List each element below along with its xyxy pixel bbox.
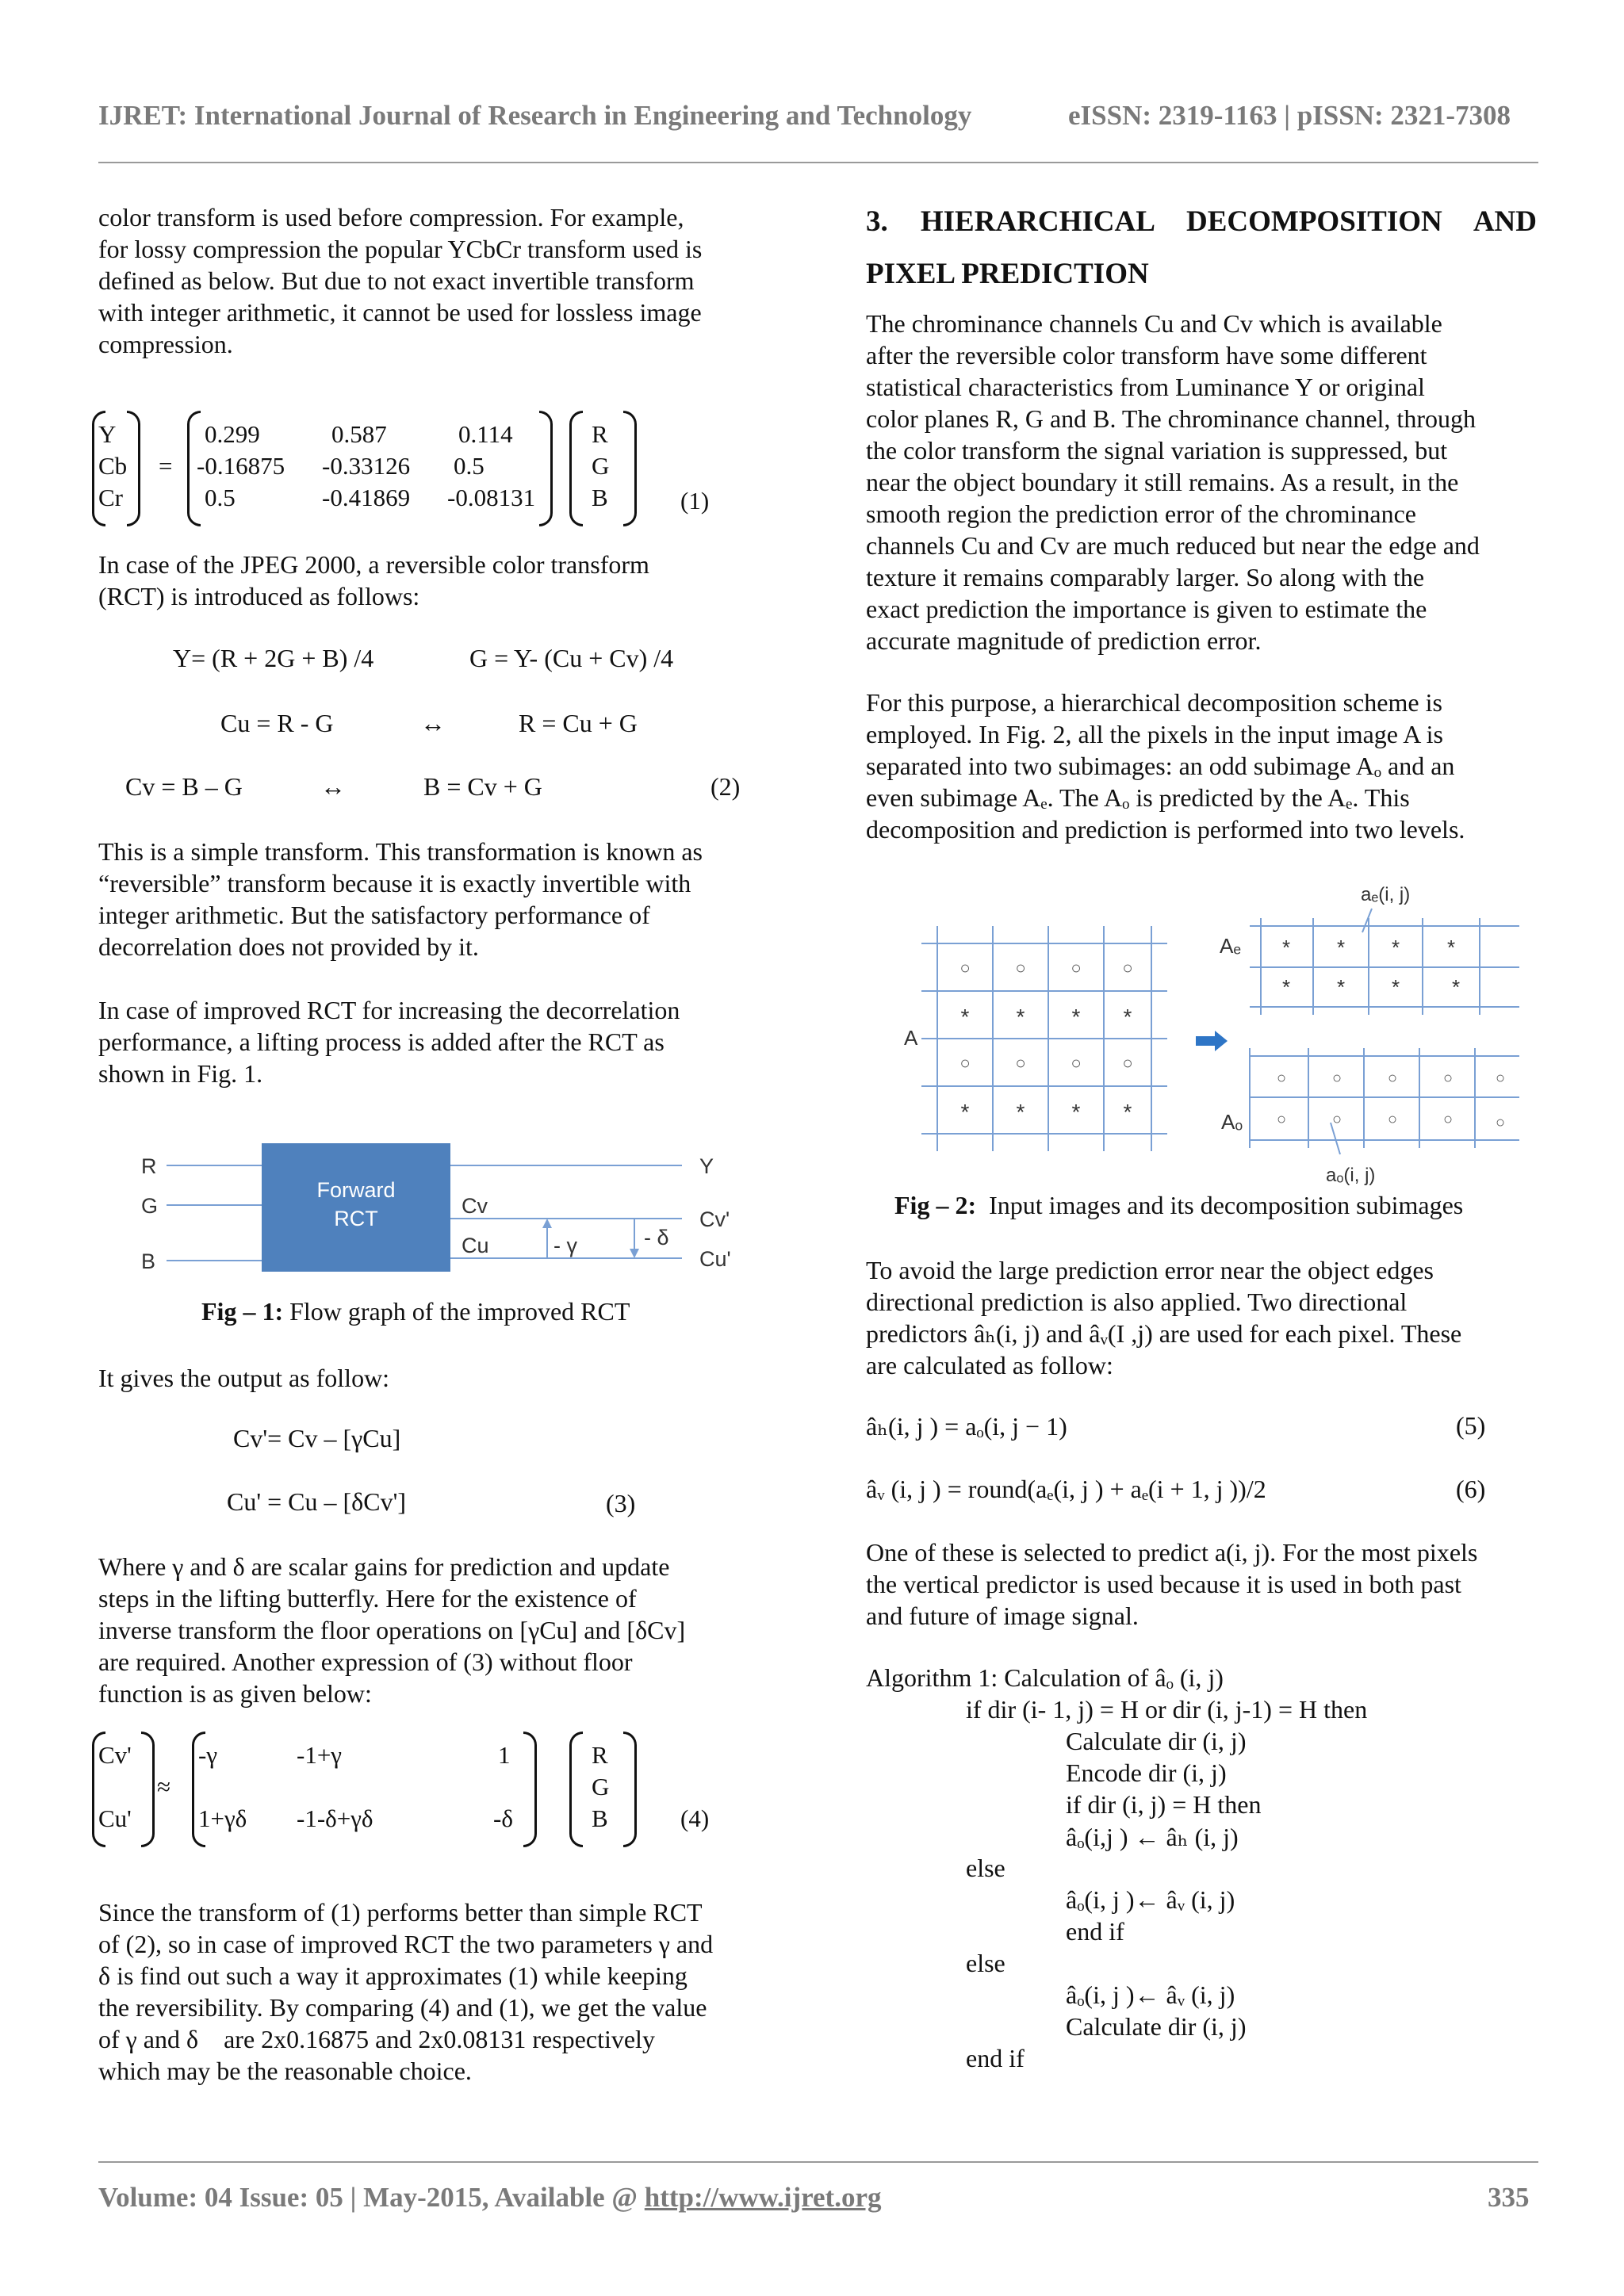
odd-pixel: ○: [1015, 1053, 1026, 1073]
odd-pixel: ○: [1071, 1053, 1082, 1073]
left-paragraph-3: This is a simple transform. This transformation is known as “reversible” transform because it is exactly invertible with integer arithmetic. But the satisfactory performance of decorrelation does not provided by it.: [98, 837, 703, 961]
figure-1-caption: Fig – 1: Flow graph of the improved RCT: [201, 1297, 630, 1326]
odd-pixel: ○: [1442, 1111, 1454, 1128]
even-pixel: *: [1123, 1004, 1132, 1029]
footer-volume-info: Volume: 04 Issue: 05 | May-2015, Available @ http://www.ijret.org: [98, 2182, 882, 2213]
arrow-right-icon: [1196, 1031, 1228, 1051]
odd-pixel: ○: [1071, 958, 1082, 978]
odd-pixel: ○: [1387, 1111, 1398, 1128]
even-pixel: *: [1281, 936, 1291, 959]
issn-info: eISSN: 2319-1163 | pISSN: 2321-7308: [1068, 100, 1511, 131]
label-ao-ij: aₒ(i, j): [1326, 1165, 1376, 1186]
even-pixel: *: [1451, 975, 1461, 999]
output-cu-label: Cu': [699, 1247, 731, 1271]
output-y-label: Y: [699, 1154, 714, 1178]
label-a: A: [904, 1026, 918, 1050]
header-rule: [98, 162, 1538, 163]
even-pixel: *: [1446, 936, 1456, 959]
even-pixel: *: [1336, 936, 1346, 959]
even-pixel: *: [960, 1100, 970, 1124]
input-g-label: G: [141, 1194, 159, 1218]
figure-1-flow-graph: [135, 1134, 753, 1276]
even-pixel: *: [1391, 975, 1400, 999]
odd-pixel: ○: [1387, 1070, 1398, 1087]
left-paragraph-7: Since the transform of (1) performs better than simple RCT of (2), so in case of improved RCT the two parameters γ and δ is find out such a way it approximates (1) while keeping the reversibility. By comparing (4) and (1), we get the value of γ and δ are 2x0.16875 and 2x0.08131 respectively which may be the reasonable choice.: [98, 1898, 714, 2085]
block-label-1: Forward: [316, 1178, 396, 1202]
journal-website-link[interactable]: http://www.ijret.org: [644, 2182, 882, 2213]
odd-pixel: ○: [1122, 1053, 1133, 1073]
odd-pixel: ○: [1122, 958, 1133, 978]
odd-subimage-grid: [1250, 1048, 1519, 1148]
right-paragraph-1: The chrominance channels Cu and Cv which is available after the reversible color transform have some different statistical characteristics from Luminance Y or original color planes R, G and B. The chrominance channel, through the color transform the signal variation is suppressed, but near the object boundary it still remains. As a result, in the smooth region the prediction error of the chrominance channels Cu and Cv are much reduced but near the edge and texture it remains comparably larger. So along with the exact prediction the importance is given to estimate the accurate magnitude of prediction error.: [866, 309, 1480, 655]
left-paragraph-2: In case of the JPEG 2000, a reversible color transform (RCT) is introduced as follows:: [98, 550, 649, 610]
left-paragraph-1: color transform is used before compression. For example, for lossy compression the popular YCbCr transform used is defined as below. But due to not exact invertible transform with integer arithmetic, it cannot be used for lossless image compression.: [98, 203, 703, 358]
even-pixel: *: [1016, 1100, 1025, 1124]
odd-pixel: ○: [959, 1053, 971, 1073]
even-pixel: *: [960, 1004, 970, 1029]
cu-label: Cu: [462, 1234, 489, 1257]
even-pixel: *: [1016, 1004, 1025, 1029]
journal-title: IJRET: International Journal of Research in Engineering and Technology: [98, 100, 972, 131]
page-number: 335: [1488, 2182, 1530, 2213]
right-paragraph-3: To avoid the large prediction error near the object edges directional prediction is also applied. Two directional predictors âₕ(i, j) and âᵥ(I ,j) are used for each pixel. These are calculated as follow:: [866, 1256, 1462, 1380]
figure-2-caption: Fig – 2: Input images and its decomposition subimages: [894, 1191, 1464, 1219]
section-heading-line-2: PIXEL PREDICTION: [866, 258, 1149, 290]
even-pixel: *: [1281, 975, 1291, 999]
odd-pixel: ○: [1495, 1114, 1506, 1131]
odd-pixel: ○: [1276, 1111, 1287, 1128]
even-pixel: *: [1336, 975, 1346, 999]
odd-pixel: ○: [1331, 1070, 1342, 1087]
gamma-label: - γ: [553, 1234, 577, 1257]
even-pixel: *: [1071, 1100, 1081, 1124]
label-ao: Aₒ: [1221, 1110, 1243, 1134]
even-pixel: *: [1123, 1100, 1132, 1124]
left-paragraph-4: In case of improved RCT for increasing the decorrelation performance, a lifting process is added after the RCT as shown in Fig. 1.: [98, 996, 680, 1088]
cv-label: Cv: [462, 1194, 488, 1218]
even-pixel: *: [1071, 1004, 1081, 1029]
even-subimage-grid: [1250, 918, 1519, 1015]
label-ae: Aₑ: [1220, 934, 1242, 958]
left-paragraph-6: Where γ and δ are scalar gains for prediction and update steps in the lifting butterfly. Here for the existence of inverse transform the floor operations on [γCu] and [δCv] are required. Another expression of (3) without floor function is as given below:: [98, 1552, 686, 1708]
block-label-2: RCT: [334, 1207, 378, 1230]
even-pixel: *: [1391, 936, 1400, 959]
odd-pixel: ○: [1495, 1070, 1506, 1087]
odd-pixel: ○: [1331, 1111, 1342, 1128]
footer-rule: [98, 2161, 1538, 2163]
label-ae-ij: aₑ(i, j): [1361, 884, 1411, 905]
input-r-label: R: [141, 1154, 157, 1178]
odd-pixel: ○: [1276, 1070, 1287, 1087]
figure-2-decomposition: [896, 872, 1530, 1197]
odd-pixel: ○: [1015, 958, 1026, 978]
right-paragraph-2: For this purpose, a hierarchical decomposition scheme is employed. In Fig. 2, all the pixels in the input image A is separated into two subimages: an odd subimage Aₒ and an even subimage Aₑ. The Aₒ is predicted by the Aₑ. This decomposition and prediction is performed into two levels.: [866, 688, 1465, 844]
right-paragraph-4: One of these is selected to predict a(i, j). For the most pixels the vertical predictor is used because it is used in both past and future of image signal.: [866, 1538, 1478, 1630]
input-b-label: B: [141, 1249, 156, 1273]
output-cv-label: Cv': [699, 1207, 730, 1231]
section-heading-line-1: 3. HIERARCHICAL DECOMPOSITION AND: [866, 205, 1537, 238]
delta-label: - δ: [644, 1226, 669, 1249]
odd-pixel: ○: [959, 958, 971, 978]
odd-pixel: ○: [1442, 1070, 1454, 1087]
left-paragraph-5: It gives the output as follow:: [98, 1364, 390, 1392]
